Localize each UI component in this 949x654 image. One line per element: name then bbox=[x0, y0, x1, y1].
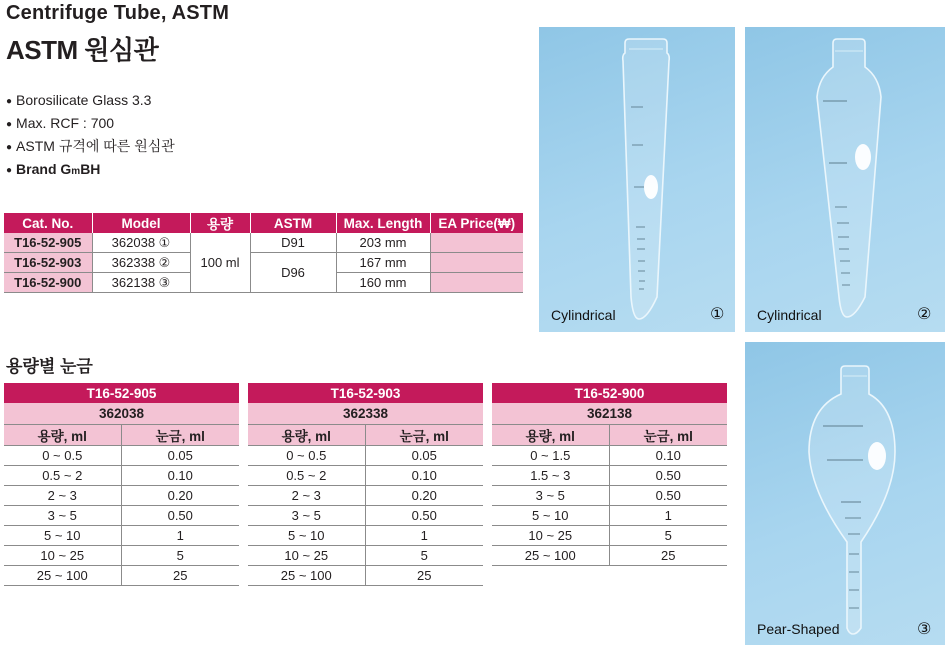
feature-list bbox=[6, 90, 175, 182]
step-cell: 25 bbox=[609, 546, 727, 566]
spec-header-row bbox=[4, 213, 523, 233]
photo-tube-cylindrical-2 bbox=[745, 27, 945, 332]
step-cell: 5 bbox=[365, 546, 483, 566]
range-cell: 5 ~ 10 bbox=[248, 526, 365, 546]
range-cell: 0.5 ~ 2 bbox=[248, 466, 365, 486]
grad-model: 362038 bbox=[4, 403, 239, 425]
graduation-table-905 bbox=[4, 383, 239, 586]
table-row bbox=[4, 506, 239, 526]
table-row bbox=[492, 446, 727, 466]
grad-header-capacity: 용량, ml bbox=[492, 425, 609, 446]
grad-cat-no: T16-52-903 bbox=[248, 383, 483, 403]
table-row bbox=[248, 506, 483, 526]
table-row bbox=[492, 466, 727, 486]
step-cell: 5 bbox=[121, 546, 239, 566]
header-capacity: 용량 bbox=[190, 213, 250, 233]
table-row bbox=[248, 526, 483, 546]
astm-cell: D91 bbox=[250, 233, 336, 253]
step-cell: 0.50 bbox=[365, 506, 483, 526]
step-cell: 0.20 bbox=[365, 486, 483, 506]
photo-tube-pear-shaped bbox=[745, 342, 945, 645]
table-row bbox=[4, 466, 239, 486]
table-row bbox=[4, 446, 239, 466]
cat-no-cell: T16-52-900 bbox=[4, 273, 92, 293]
range-cell: 0 ~ 0.5 bbox=[248, 446, 365, 466]
capacity-cell: 100 ml bbox=[190, 233, 250, 293]
feature-astm: ● ASTM 규격에 따른 원심관 bbox=[6, 136, 175, 159]
page-title-english: Centrifuge Tube, ASTM bbox=[6, 2, 230, 24]
length-cell: 160 mm bbox=[336, 273, 430, 293]
header-max-length: Max. Length bbox=[336, 213, 430, 233]
step-cell: 25 bbox=[121, 566, 239, 586]
grad-header-graduation: 눈금, ml bbox=[121, 425, 239, 446]
photo-caption-1: Cylindrical bbox=[551, 307, 616, 323]
step-cell: 0.10 bbox=[365, 466, 483, 486]
table-row bbox=[492, 526, 727, 546]
grad-cat-no: T16-52-905 bbox=[4, 383, 239, 403]
range-cell: 5 ~ 10 bbox=[492, 506, 609, 526]
header-astm: ASTM bbox=[250, 213, 336, 233]
range-cell: 1.5 ~ 3 bbox=[492, 466, 609, 486]
table-row bbox=[248, 566, 483, 586]
page-title-korean: ASTM 원심관 bbox=[6, 35, 159, 65]
step-cell: 0.05 bbox=[121, 446, 239, 466]
step-cell: 1 bbox=[365, 526, 483, 546]
graduation-section-title: 용량별 눈금 bbox=[6, 357, 93, 376]
price-cell bbox=[430, 253, 523, 273]
length-cell: 167 mm bbox=[336, 253, 430, 273]
step-cell: 0.10 bbox=[121, 466, 239, 486]
pear-shaped-tube-illustration bbox=[745, 342, 945, 645]
table-row bbox=[4, 546, 239, 566]
graduation-table-900 bbox=[492, 383, 727, 566]
step-cell: 0.50 bbox=[121, 506, 239, 526]
table-row bbox=[4, 526, 239, 546]
grad-header-graduation: 눈금, ml bbox=[365, 425, 483, 446]
spec-table bbox=[4, 213, 523, 293]
photo-caption-3: Pear-Shaped bbox=[757, 621, 840, 637]
grad-header-capacity: 용량, ml bbox=[248, 425, 365, 446]
astm-cell: D96 bbox=[250, 253, 336, 293]
step-cell: 25 bbox=[365, 566, 483, 586]
step-cell: 0.20 bbox=[121, 486, 239, 506]
photo-number-1: ① bbox=[710, 306, 725, 323]
grad-model: 362338 bbox=[248, 403, 483, 425]
photo-number-2: ② bbox=[917, 306, 932, 323]
header-model: Model bbox=[92, 213, 190, 233]
cat-no-cell: T16-52-903 bbox=[4, 253, 92, 273]
table-row bbox=[248, 546, 483, 566]
cylindrical-tube-illustration bbox=[745, 27, 945, 332]
feature-glass: ● Borosilicate Glass 3.3 bbox=[6, 90, 175, 113]
step-cell: 1 bbox=[609, 506, 727, 526]
range-cell: 0.5 ~ 2 bbox=[4, 466, 121, 486]
model-cell: 362138 ③ bbox=[92, 273, 190, 293]
range-cell: 0 ~ 1.5 bbox=[492, 446, 609, 466]
step-cell: 0.10 bbox=[609, 446, 727, 466]
graduation-table-903 bbox=[248, 383, 483, 586]
range-cell: 5 ~ 10 bbox=[4, 526, 121, 546]
photo-number-3: ③ bbox=[917, 621, 932, 638]
feature-brand: ● Brand GmBH bbox=[6, 159, 175, 182]
model-cell: 362038 ① bbox=[92, 233, 190, 253]
step-cell: 0.05 bbox=[365, 446, 483, 466]
step-cell: 1 bbox=[121, 526, 239, 546]
step-cell: 0.50 bbox=[609, 486, 727, 506]
step-cell: 5 bbox=[609, 526, 727, 546]
photo-caption-2: Cylindrical bbox=[757, 307, 822, 323]
table-row bbox=[248, 486, 483, 506]
range-cell: 2 ~ 3 bbox=[4, 486, 121, 506]
table-row bbox=[248, 466, 483, 486]
range-cell: 3 ~ 5 bbox=[248, 506, 365, 526]
table-row bbox=[4, 253, 523, 273]
range-cell: 3 ~ 5 bbox=[492, 486, 609, 506]
table-row bbox=[492, 506, 727, 526]
header-cat-no: Cat. No. bbox=[4, 213, 92, 233]
range-cell: 3 ~ 5 bbox=[4, 506, 121, 526]
range-cell: 10 ~ 25 bbox=[492, 526, 609, 546]
range-cell: 0 ~ 0.5 bbox=[4, 446, 121, 466]
table-row bbox=[492, 486, 727, 506]
header-price: EA Price(₩) bbox=[430, 213, 523, 233]
price-cell bbox=[430, 233, 523, 253]
cat-no-cell: T16-52-905 bbox=[4, 233, 92, 253]
table-row bbox=[4, 233, 523, 253]
grad-cat-no: T16-52-900 bbox=[492, 383, 727, 403]
range-cell: 2 ~ 3 bbox=[248, 486, 365, 506]
photo-tube-cylindrical-1 bbox=[539, 27, 735, 332]
step-cell: 0.50 bbox=[609, 466, 727, 486]
range-cell: 25 ~ 100 bbox=[492, 546, 609, 566]
range-cell: 10 ~ 25 bbox=[248, 546, 365, 566]
range-cell: 25 ~ 100 bbox=[4, 566, 121, 586]
grad-header-graduation: 눈금, ml bbox=[609, 425, 727, 446]
feature-rcf: ● Max. RCF : 700 bbox=[6, 113, 175, 136]
range-cell: 25 ~ 100 bbox=[248, 566, 365, 586]
cylindrical-tube-illustration bbox=[539, 27, 735, 332]
table-row bbox=[492, 546, 727, 566]
length-cell: 203 mm bbox=[336, 233, 430, 253]
model-cell: 362338 ② bbox=[92, 253, 190, 273]
range-cell: 10 ~ 25 bbox=[4, 546, 121, 566]
price-cell bbox=[430, 273, 523, 293]
table-row bbox=[4, 566, 239, 586]
table-row bbox=[248, 446, 483, 466]
table-row bbox=[4, 486, 239, 506]
grad-header-capacity: 용량, ml bbox=[4, 425, 121, 446]
grad-model: 362138 bbox=[492, 403, 727, 425]
